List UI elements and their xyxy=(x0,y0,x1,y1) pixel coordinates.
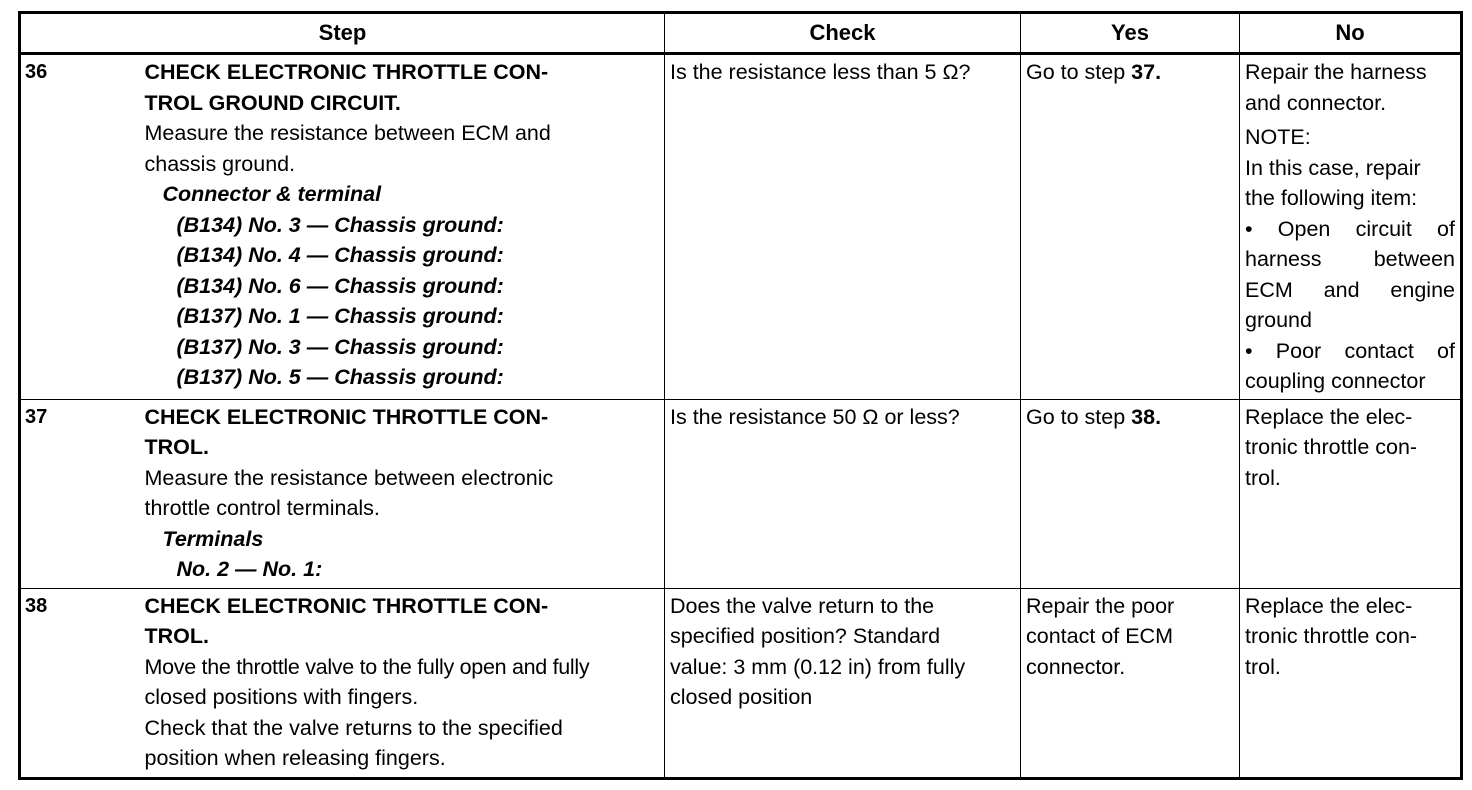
yes-cell xyxy=(1021,399,1240,588)
no-text: Replace the elec- xyxy=(1245,404,1413,429)
step-desc: closed positions with fingers. xyxy=(144,685,419,709)
yes-text: Go to step xyxy=(1026,404,1132,429)
step-desc: Check that the valve returns to the specified xyxy=(144,715,563,740)
step-desc: Move the throttle valve to the fully open and fully xyxy=(144,654,590,679)
no-text-cont: and connector. xyxy=(1245,90,1387,115)
step-desc-cont: chassis ground. xyxy=(144,151,296,176)
check-text: Is the resistance 50 Ω or less? xyxy=(670,404,960,429)
no-text: Replace the elec- xyxy=(1245,593,1413,618)
step-subheading: Connector & terminal xyxy=(162,182,382,206)
diagnostic-table xyxy=(18,11,1463,780)
yes-text: Go to step xyxy=(1026,60,1132,84)
yes-cell xyxy=(1021,54,1240,400)
note-label: NOTE: xyxy=(1245,125,1311,149)
note-line: ECM and engine xyxy=(1245,277,1455,302)
yes-text: connector. xyxy=(1026,654,1126,679)
check-text: closed position xyxy=(670,685,813,709)
note-line: the following item: xyxy=(1245,186,1418,210)
step-title-cont: TROL GROUND CIRCUIT. xyxy=(144,90,401,115)
step-title: CHECK ELECTRONIC THROTTLE CON- xyxy=(144,404,549,429)
table-row-38 xyxy=(20,588,1462,778)
table-row-36 xyxy=(20,54,1462,400)
terminal-item: (B137) No. 5 — Chassis ground: xyxy=(176,365,504,389)
terminal-item: (B134) No. 6 — Chassis ground: xyxy=(176,273,504,298)
step-number: 36 xyxy=(20,54,140,400)
header-check: Check xyxy=(665,13,1021,54)
step-number: 38 xyxy=(20,588,140,778)
note-line: harness between xyxy=(1245,247,1455,271)
no-cell xyxy=(1240,399,1462,588)
check-cell xyxy=(665,588,1021,778)
step-cell xyxy=(140,54,665,400)
step-title-cont: TROL. xyxy=(144,624,209,648)
step-title-cont: TROL. xyxy=(144,435,209,459)
step-desc-cont: throttle control terminals. xyxy=(144,496,380,520)
check-cell xyxy=(665,54,1021,400)
note-line: ground xyxy=(1245,308,1312,332)
no-cell xyxy=(1240,588,1462,778)
note-line: • Poor contact of xyxy=(1245,338,1455,363)
step-desc: Measure the resistance between ECM and xyxy=(144,121,551,145)
no-text: Repair the harness xyxy=(1245,60,1427,84)
no-text: trol. xyxy=(1245,654,1281,679)
step-subheading: Terminals xyxy=(162,526,264,551)
check-text: Does the valve return to the xyxy=(670,593,935,618)
table-row-37 xyxy=(20,399,1462,588)
no-text: tronic throttle con- xyxy=(1245,624,1418,648)
check-cell xyxy=(665,399,1021,588)
no-cell xyxy=(1240,54,1462,400)
check-text: specified position? Standard xyxy=(670,624,941,648)
step-cell xyxy=(140,588,665,778)
terminal-item: (B134) No. 3 — Chassis ground: xyxy=(176,212,504,237)
terminal-item: (B137) No. 3 — Chassis ground: xyxy=(176,334,504,359)
note-line: In this case, repair xyxy=(1245,155,1421,180)
no-text: tronic throttle con- xyxy=(1245,435,1418,459)
header-yes: Yes xyxy=(1021,13,1240,54)
terminal-item: (B134) No. 4 — Chassis ground: xyxy=(176,243,504,267)
terminal-item: (B137) No. 1 — Chassis ground: xyxy=(176,304,504,328)
note-line: • Open circuit of xyxy=(1245,216,1455,241)
yes-step-ref: 37. xyxy=(1131,60,1162,84)
yes-text: Repair the poor xyxy=(1026,593,1175,618)
step-desc: position when releasing fingers. xyxy=(144,746,446,770)
terminal-item: No. 2 — No. 1: xyxy=(176,557,323,581)
no-text: trol. xyxy=(1245,465,1281,490)
note-line: coupling connector xyxy=(1245,369,1426,393)
step-number: 37 xyxy=(20,399,140,588)
step-title: CHECK ELECTRONIC THROTTLE CON- xyxy=(144,60,549,84)
check-text: Is the resistance less than 5 Ω? xyxy=(670,60,971,84)
step-title: CHECK ELECTRONIC THROTTLE CON- xyxy=(144,593,549,618)
header-step: Step xyxy=(20,13,665,54)
yes-step-ref: 38. xyxy=(1131,404,1162,429)
step-cell xyxy=(140,399,665,588)
header-row xyxy=(20,13,1462,54)
header-no: No xyxy=(1240,13,1462,54)
check-text: value: 3 mm (0.12 in) from fully xyxy=(670,654,966,679)
yes-cell xyxy=(1021,588,1240,778)
step-desc: Measure the resistance between electronic xyxy=(144,465,554,490)
yes-text: contact of ECM xyxy=(1026,624,1173,648)
